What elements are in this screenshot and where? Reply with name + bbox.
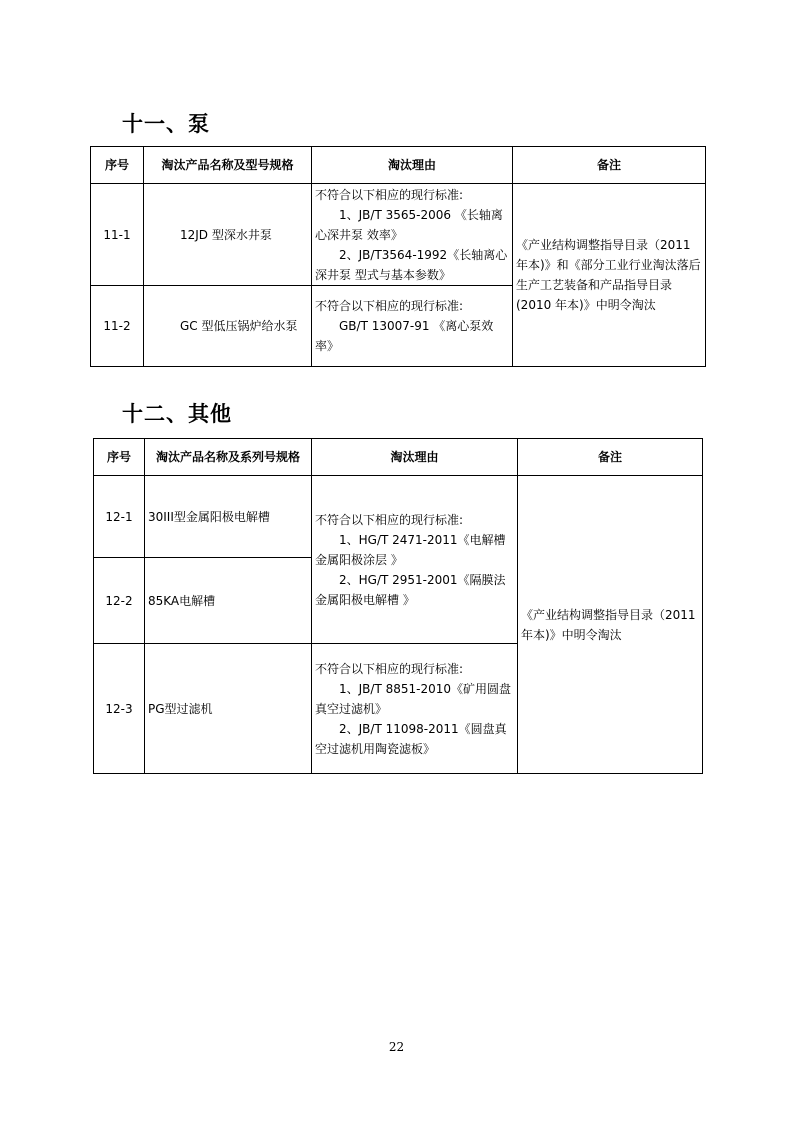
row-no: 11-2 xyxy=(91,286,144,367)
header-name: 淘汰产品名称及系列号规格 xyxy=(145,439,312,476)
reason-head: 不符合以下相应的现行标准: xyxy=(315,187,464,202)
reason-line: GB/T 13007-91 《离心泵效率》 xyxy=(315,319,494,353)
table-header-row xyxy=(91,147,706,184)
reason-head: 不符合以下相应的现行标准: xyxy=(315,512,464,527)
row-name: GC 型低压锅炉给水泵 xyxy=(144,286,312,367)
row-remark: 《产业结构调整指导目录（2011年本)》和《部分工业行业淘汰落后生产工艺装备和产品指导目录(2010 年本)》中明令淘汰 xyxy=(513,184,706,367)
row-no: 12-2 xyxy=(94,558,145,644)
page-number: 22 xyxy=(388,1040,405,1054)
row-reason xyxy=(312,286,513,367)
row-name: 30III型金属阳极电解槽 xyxy=(145,476,312,558)
section-11-title: 十一、泵 xyxy=(122,111,210,136)
row-reason xyxy=(312,184,513,286)
table-others xyxy=(93,438,703,774)
header-no: 序号 xyxy=(94,439,145,476)
reason-head: 不符合以下相应的现行标准: xyxy=(315,299,464,313)
row-name: PG型过滤机 xyxy=(145,644,312,774)
reason-head: 不符合以下相应的现行标准: xyxy=(315,661,464,676)
row-reason xyxy=(312,644,518,774)
table-header-row xyxy=(94,439,703,476)
section-12-title: 十二、其他 xyxy=(122,401,232,426)
row-no: 12-1 xyxy=(94,476,145,558)
reason-line: 2、JB/T3564-1992《长轴离心深井泵 型式与基本参数》 xyxy=(315,247,508,282)
row-no: 12-3 xyxy=(94,644,145,774)
reason-line: 2、JB/T 11098-2011《圆盘真空过滤机用陶瓷滤板》 xyxy=(315,721,507,756)
row-name: 12JD 型深水井泵 xyxy=(144,184,312,286)
row-no: 11-1 xyxy=(91,184,144,286)
header-name: 淘汰产品名称及型号规格 xyxy=(144,147,312,184)
row-reason xyxy=(312,476,518,644)
table-row xyxy=(94,476,703,558)
header-remark: 备注 xyxy=(513,147,706,184)
row-name: 85KA电解槽 xyxy=(145,558,312,644)
table-row xyxy=(91,184,706,286)
reason-line: 1、JB/T 8851-2010《矿用圆盘真空过滤机》 xyxy=(315,681,512,716)
reason-line: 2、HG/T 2951-2001《隔膜法金属阳极电解槽 》 xyxy=(315,572,506,607)
reason-line: 1、HG/T 2471-2011《电解槽金属阳极涂层 》 xyxy=(315,532,506,567)
row-remark: 《产业结构调整指导目录（2011年本)》中明令淘汰 xyxy=(518,476,703,774)
header-remark: 备注 xyxy=(518,439,703,476)
header-no: 序号 xyxy=(91,147,144,184)
header-reason: 淘汰理由 xyxy=(312,147,513,184)
reason-line: 1、JB/T 3565-2006 《长轴离心深井泵 效率》 xyxy=(315,207,503,242)
header-reason: 淘汰理由 xyxy=(312,439,518,476)
table-pumps xyxy=(90,146,706,367)
